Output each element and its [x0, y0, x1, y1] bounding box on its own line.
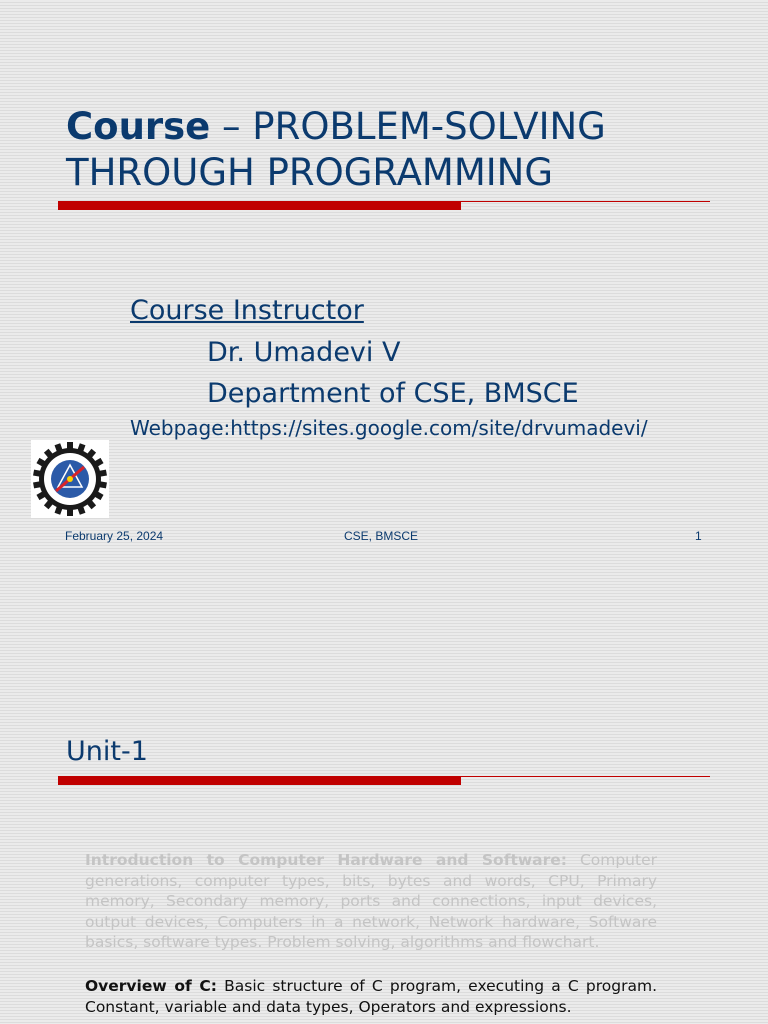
- instructor-label: Course Instructor: [130, 295, 364, 326]
- webpage-link[interactable]: Webpage:https://sites.google.com/site/drvumadevi/: [130, 416, 648, 440]
- slide-title: [66, 104, 726, 196]
- unit-title: Unit-1: [66, 736, 148, 767]
- topic-heading: Introduction to Computer Hardware and Software:: [85, 851, 567, 869]
- instructor-name: Dr. Umadevi V: [207, 337, 401, 368]
- topic-body: Computer generations, computer types, bits, bytes and words, CPU, Primary memory, Secondary memory, ports and connections, input devices, output devices, Computers in a network, Network hardware, Software basics, software types. Problem solving, algorithms and flowchart.: [85, 851, 657, 951]
- footer-page-number: 1: [695, 529, 702, 543]
- unit-divider: [58, 776, 710, 785]
- footer-date: February 25, 2024: [65, 529, 164, 543]
- topic-heading: Overview of C:: [85, 977, 217, 995]
- title-divider: [58, 201, 710, 210]
- slide-title-bold: Course: [66, 105, 211, 148]
- department-text: Department of CSE, BMSCE: [207, 378, 579, 409]
- footer-center: CSE, BMSCE: [344, 529, 419, 543]
- slide-title-rest: – PROBLEM-SOLVING THROUGH PROGRAMMING: [66, 105, 606, 194]
- unit-topic-overview-c: [85, 976, 657, 1017]
- unit-topic-hardware-software: [85, 850, 657, 953]
- college-seal-gear-icon: [31, 440, 109, 518]
- slide-2: [0, 580, 768, 1024]
- topic-body: Basic structure of C program, executing a C program. Constant, variable and data types, Operators and expressions.: [85, 977, 657, 1016]
